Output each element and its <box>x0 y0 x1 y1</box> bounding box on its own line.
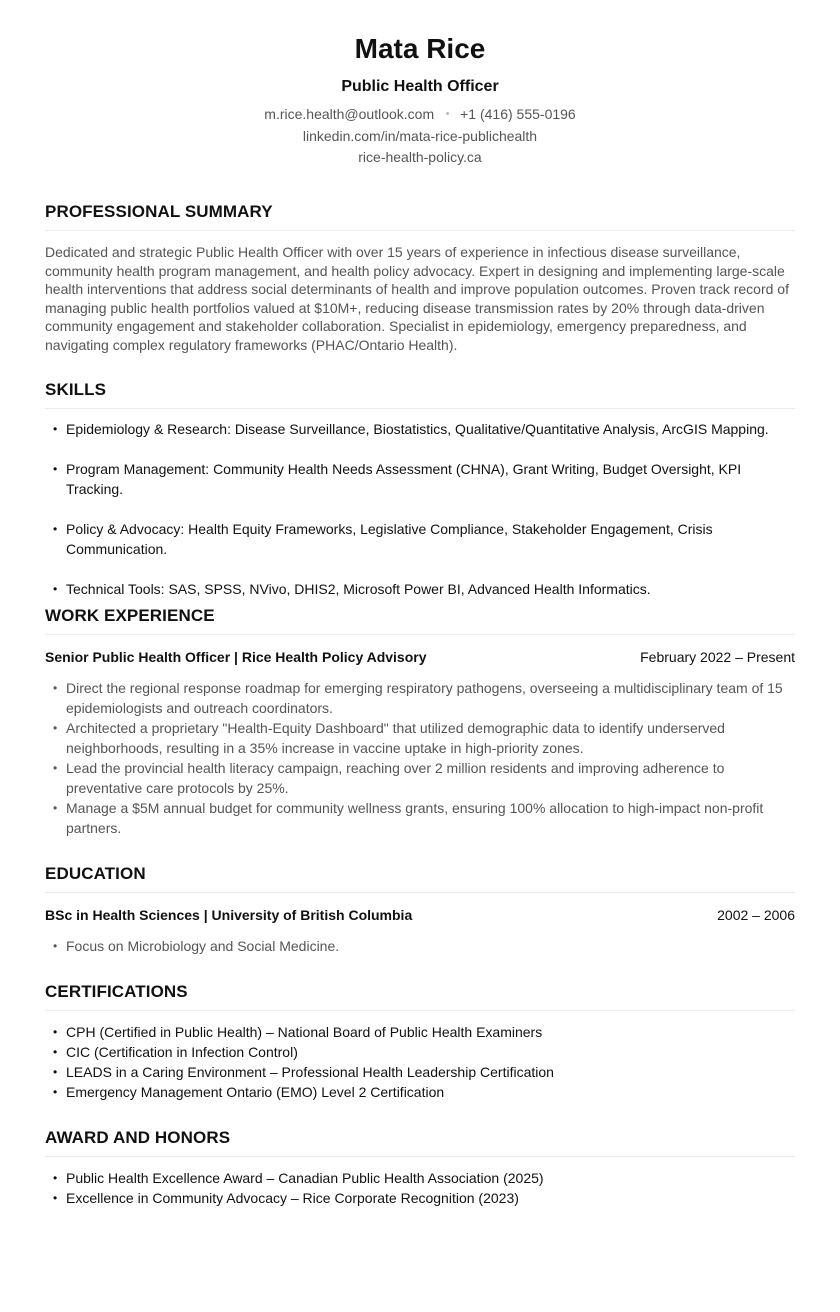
divider <box>45 1010 795 1011</box>
skills-section <box>45 380 795 599</box>
education-bullets <box>45 936 795 956</box>
divider <box>45 408 795 409</box>
divider <box>45 1156 795 1157</box>
candidate-title: Public Health Officer <box>341 78 499 95</box>
separator-dot <box>446 112 449 115</box>
list-item: • Policy & Advocacy: Health Equity Frameworks, Legislative Compliance, Stakeholder Engagement, Crisis Communication. <box>53 521 713 557</box>
skills-list <box>45 419 795 599</box>
summary-text: Dedicated and strategic Public Health Officer with over 15 years of experience in infectious disease surveillance, community health program management, and health policy advocacy. Expert in designing and implementing large-scale health interventions that address social determinants of health and improve population outcomes. Proven track record of managing public health portfolios valued at $10M+, reducing disease transmission rates by 20% through data-driven community engagement and stakeholder collaboration. Specialist in epidemiology, emergency preparedness, and navigating complex regulatory frameworks (PHAC/Ontario Health). <box>45 244 789 353</box>
section-heading: SKILLS <box>45 380 107 399</box>
certifications-list <box>45 1022 795 1102</box>
divider <box>45 230 795 231</box>
degree-title: BSc in Health Sciences | University of British Columbia <box>45 907 413 923</box>
resume-header <box>45 32 795 169</box>
section-heading: AWARD AND HONORS <box>45 1128 231 1147</box>
website-link[interactable]: rice-health-policy.ca <box>358 149 482 165</box>
email-link[interactable]: m.rice.health@outlook.com <box>264 106 435 122</box>
list-item: • Architected a proprietary "Health-Equity Dashboard" that utilized demographic data to identify underserved neighborhoods, resulting in a 35% increase in vaccine uptake in high-priority zones. <box>53 720 725 756</box>
list-item: • LEADS in a Caring Environment – Professional Health Leadership Certification <box>53 1064 554 1080</box>
education-section <box>45 864 795 956</box>
divider <box>45 634 795 635</box>
list-item: • Manage a $5M annual budget for community wellness grants, ensuring 100% allocation to high-impact non-profit partners. <box>53 800 764 836</box>
list-item: • Focus on Microbiology and Social Medicine. <box>53 938 340 954</box>
list-item: • Emergency Management Ontario (EMO) Level 2 Certification <box>53 1084 445 1100</box>
list-item: • CPH (Certified in Public Health) – National Board of Public Health Examiners <box>53 1024 543 1040</box>
section-heading: WORK EXPERIENCE <box>45 606 215 625</box>
section-heading: CERTIFICATIONS <box>45 982 188 1001</box>
list-item: • Program Management: Community Health Needs Assessment (CHNA), Grant Writing, Budget Oversight, KPI Tracking. <box>53 461 742 497</box>
list-item: • CIC (Certification in Infection Control) <box>53 1044 298 1060</box>
list-item: • Epidemiology & Research: Disease Surveillance, Biostatistics, Qualitative/Quantitative Analysis, ArcGIS Mapping. <box>53 421 769 437</box>
list-item: • Direct the regional response roadmap for emerging respiratory pathogens, overseeing a multidisciplinary team of 15 epidemiologists and outreach coordinators. <box>53 680 783 716</box>
job-role: Senior Public Health Officer | Rice Health Policy Advisory <box>45 649 427 665</box>
list-item: • Technical Tools: SAS, SPSS, NVivo, DHIS2, Microsoft Power BI, Advanced Health Informatics. <box>53 581 651 597</box>
list-item: • Public Health Excellence Award – Canadian Public Health Association (2025) <box>53 1170 544 1186</box>
education-dates: 2002 – 2006 <box>717 907 795 923</box>
candidate-name: Mata Rice <box>354 33 486 64</box>
job-bullets <box>45 678 795 838</box>
certifications-section <box>45 982 795 1102</box>
linkedin-link[interactable]: linkedin.com/in/mata-rice-publichealth <box>302 127 538 144</box>
resume-page <box>45 0 795 1206</box>
list-item: • Lead the provincial health literacy campaign, reaching over 2 million residents and improving adherence to preventative care protocols by 25%. <box>53 760 725 796</box>
phone-number[interactable]: +1 (416) 555-0196 <box>460 106 576 122</box>
summary-section <box>45 202 795 355</box>
awards-section <box>45 1128 795 1208</box>
section-heading: EDUCATION <box>45 864 146 883</box>
education-header <box>45 905 795 925</box>
section-heading: PROFESSIONAL SUMMARY <box>45 202 273 221</box>
awards-list <box>45 1168 795 1208</box>
job-dates: February 2022 – Present <box>640 649 795 665</box>
list-item: • Excellence in Community Advocacy – Rice Corporate Recognition (2023) <box>53 1190 519 1206</box>
job-header <box>45 647 795 667</box>
experience-section <box>45 606 795 838</box>
divider <box>45 892 795 893</box>
contact-row <box>45 104 795 126</box>
